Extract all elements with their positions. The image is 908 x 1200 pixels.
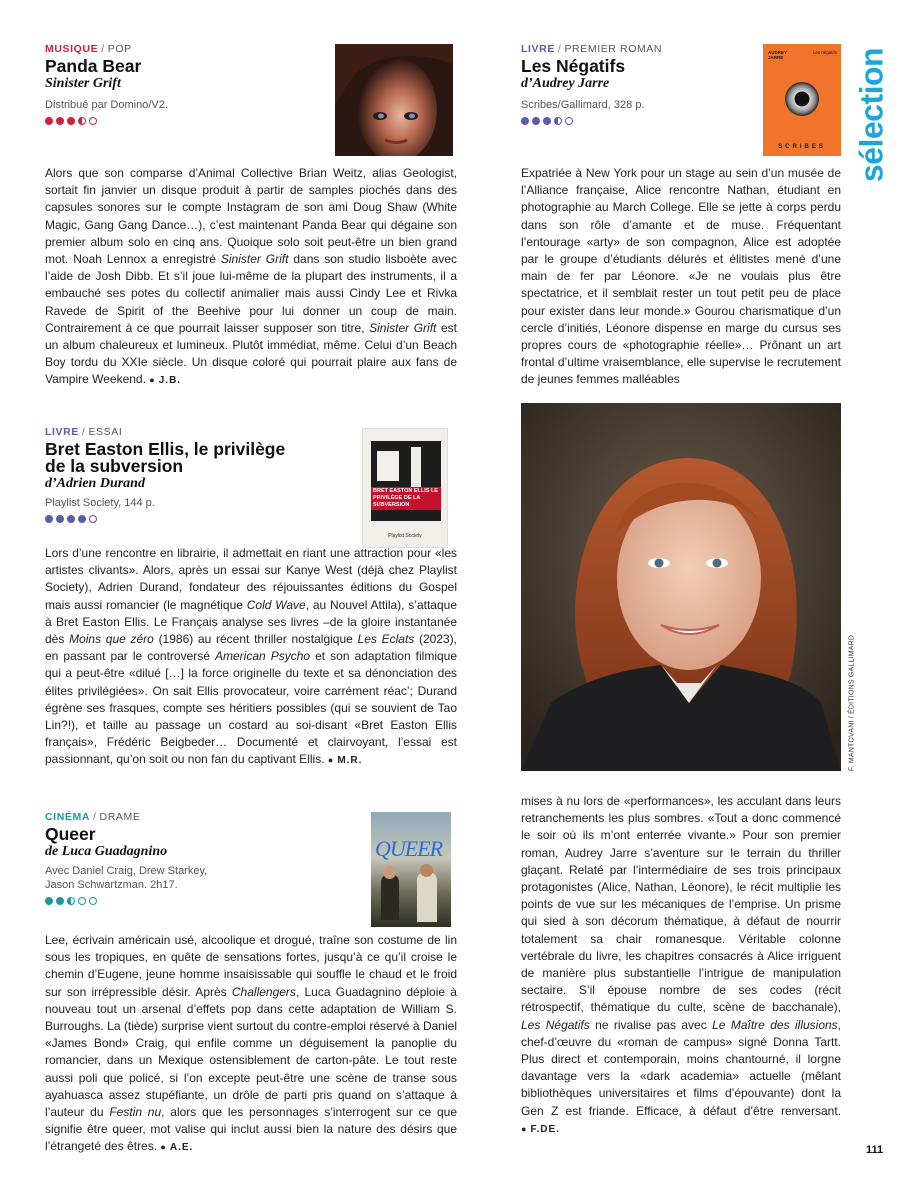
article-meta: Distribué par Domino/V2. <box>45 99 168 111</box>
body-text: Expatriée à New York pour un stage au sein d’un musée de l’Alliance française, Alice rencontre Nathan, étudiant en photographie au March College. Elle se jette à corps perdu dans son rôle d’amante et de muse. Fréquentant l’entourage «arty» de son compagnon, Alice est adoptée par le groupe d’étudiants délurés et élitistes mené d’une main de fer par Léonore. «Je ne voulais plus être spectatrice, et il semblait rester un tout petit peu de place pour exister dans leur monde.» Gourou charismatique d’un cercle d’initiés, Léonore dispense en marge du cursus ses propres cours de «photographie réelle»… Prônant un art frontal d’ultime vraisemblance, elle supervise le recrutement de jeunes femmes malléables <box>521 166 841 387</box>
subcategory-label: DRAME <box>99 811 141 823</box>
cover-author-text: AUDREY JARRE <box>768 50 787 60</box>
rating-dot-empty-icon <box>89 515 97 523</box>
rating <box>45 515 345 523</box>
category-label: CINÉMA <box>45 811 91 823</box>
article-body <box>45 545 457 770</box>
cover-title-text: Les négatifs <box>812 50 837 55</box>
rating-dot-empty-icon <box>565 117 573 125</box>
rating-dot-half-icon <box>67 897 75 905</box>
subcategory-label: ESSAI <box>88 426 123 438</box>
body-text: , Luca Guadagnino déploie à nouveau tout un arsenal d’effets pop dans cette adaptation de William S. Burroughs. La (tiède) surprise vient surtout du contre-emploi réservé à Daniel «James Bond» Craig, qui enfile comme un déguisement la panoplie du romancier, dans un Mexique ostensiblement de carton-pâte. Le tout reste aussi poli que policé, si l’on excepte peut-être une scène de transe sous ayahuasca assez stupéfiante, un drôle de parti pris quand on s’attaque à l’auteur du <box>45 984 457 1120</box>
body-italic: Sinister Grift <box>220 252 289 267</box>
kicker: LIVRE / ESSAI <box>45 426 123 438</box>
kicker: CINÉMA / DRAME <box>45 811 141 823</box>
category-label: MUSIQUE <box>45 43 99 55</box>
body-text: (2023), en passant par le controversé <box>45 632 458 664</box>
author-signature: ● A.E. <box>160 1142 193 1153</box>
section-title <box>853 40 890 190</box>
body-italic: Les Eclats <box>357 632 415 647</box>
rating-dot-full-icon <box>543 117 551 125</box>
article-les-negatifs <box>521 42 761 125</box>
cover-title-text: BRET EASTON ELLIS LE PRIVILÈGE DE LA SUBVERSION <box>371 487 441 510</box>
body-italic: Le Maître des illusions <box>712 1017 838 1032</box>
rating-dot-full-icon <box>78 515 86 523</box>
article-queer <box>45 810 345 905</box>
rating-dot-half-icon <box>78 117 86 125</box>
article-meta: Scribes/Gallimard, 328 p. <box>521 99 645 111</box>
body-italic: American Psycho <box>214 649 311 664</box>
cover-publisher-text: Playlist Society <box>388 533 422 539</box>
article-subtitle: de Luca Guadagnino <box>45 844 168 859</box>
rating-dot-empty-icon <box>89 117 97 125</box>
rating-dot-empty-icon <box>89 897 97 905</box>
author-signature: ● F.DE. <box>521 1124 560 1135</box>
article-title: Bret Easton Ellis, le privilège de la subversion <box>45 439 286 476</box>
photo-credit <box>846 630 858 775</box>
cover-publisher-text: SCRIBES <box>778 144 826 150</box>
album-cover-image <box>335 44 453 156</box>
article-title: Queer <box>45 824 96 844</box>
body-italic: Moins que zéro <box>69 632 154 647</box>
rating-dot-full-icon <box>45 515 53 523</box>
article-title: Panda Bear <box>45 56 142 76</box>
author-signature: ● M.R. <box>328 755 363 766</box>
kicker: MUSIQUE / POP <box>45 43 132 55</box>
body-text: et son adaptation filmique qui a peut-être «dilué […] la force originelle du texte et sa dénonciation des élites privilégiées». On sait Ellis provocateur, voire carrément réac’; Durand égrène ses frasques, compte ses héritiers possibles (qui se souvient de Tao Lin?!), et taille au passage un costard au soi-disant «Bret Easton Ellis français», Frédéric Beigbeder… Documenté et clairvoyant, l’essai est passionnant, qu’on soit ou non fan du captivant Ellis. <box>45 649 458 767</box>
rating-dot-full-icon <box>56 515 64 523</box>
article-body <box>45 165 457 390</box>
body-italic: Cold Wave <box>246 597 306 612</box>
body-text: (1986) au récent thriller nostalgique <box>153 632 358 647</box>
article-bret-easton-ellis <box>45 425 345 523</box>
article-body-continued <box>521 793 841 1138</box>
body-text: , au Nouvel Attila), s’attaque à Bret Easton Ellis. Le Français analyse ses livres –de la gloire instantanée dès <box>45 597 458 647</box>
body-text: , alors que les personnages s’interrogent sur ce que signifie être queer, mot valise qui inclut aussi bien la nature des désirs que l’étrangeté des êtres. <box>45 1105 458 1154</box>
movie-poster-image <box>371 812 451 927</box>
poster-title-text: QUEER <box>375 836 443 861</box>
body-italic: Challengers <box>231 984 296 999</box>
rating-dot-full-icon <box>67 515 75 523</box>
rating-dot-empty-icon <box>78 897 86 905</box>
category-label: LIVRE <box>521 43 555 55</box>
book-cover-image <box>763 44 841 156</box>
book-cover-image <box>362 428 448 548</box>
section-title-text: sélection <box>853 47 890 183</box>
rating-dot-half-icon <box>554 117 562 125</box>
article-meta: Avec Daniel Craig, Drew Starkey, Jason Schwartzman. 2h17. <box>45 865 208 891</box>
category-label: LIVRE <box>45 426 79 438</box>
rating-dot-full-icon <box>45 117 53 125</box>
article-subtitle: Sinister Grift <box>45 76 121 91</box>
page-number: 111 <box>866 1144 884 1156</box>
body-italic: Sinister Grift <box>369 320 437 335</box>
subcategory-label: PREMIER ROMAN <box>564 43 663 55</box>
author-portrait-photo <box>521 403 841 771</box>
body-text: Lee, écrivain américain usé, alcoolique et drogué, traîne son costume de lin sous les tropiques, en quête de sensations fortes, jusqu’à ce qu’il croise le chemin d’Eugene, jeune homme insaisissable qui souffle le chaud et le froid sur son irrépressible désir. Après <box>45 933 457 999</box>
rating-dot-full-icon <box>521 117 529 125</box>
body-text: mises à nu lors de «performances», les acculant dans leurs retranchements les plus sombres. «Tout a donc commencé le soir où ils m’ont enterrée vivante.» Pour son premier roman, Audrey Jarre s’aventure sur le terrain du thriller glaçant. Relaté par l’intermédiaire de ses trois principaux protagonistes (Alice, Nathan, Léonore), le récit multiplie les points de vue sur les mécaniques de l’emprise. Un prisme qui sied à son décorum thématique, à défaut de nourrir totalement sa chair romanesque. Véritable colonne vertébrale du livre, les chapitres consacrés à Alice irriguent de manière plus substantielle l’intrigue de manipulation sectaire. S’il épouse nombre de ses codes (récit rétrospectif, thématique du culte, scène de bacchanale), <box>521 794 841 1015</box>
rating <box>45 897 345 905</box>
rating-dot-full-icon <box>67 117 75 125</box>
rating-dot-full-icon <box>45 897 53 905</box>
article-subtitle: d’Adrien Durand <box>45 476 145 491</box>
article-body <box>45 932 457 1157</box>
body-italic: Festin nu <box>109 1105 162 1120</box>
body-text: Alors que son comparse d’Animal Collective Brian Weitz, alias Geologist, sortait fin janvier un disque produit à partir de samples piochés dans des capsules sonores sur le compte Instagram de son ami Doug Shaw (White Magic, Gang Gang Dance…), c’est maintenant Panda Bear qui dégaine son premier album solo en cinq ans. Quoique solo soit peut-être un bien grand mot. Noah Lennox a enregistré <box>45 166 457 267</box>
body-text: Lors d’une rencontre en librairie, il admettait en riant une attraction pour «les artistes clivants». Alors, après un essai sur Kanye West (déjà chez Playlist Society), Adrien Durand, fondateur des réjouissantes éditions du Gospel mais aussi romancier (le magnétique <box>45 546 457 612</box>
article-meta: Playlist Society, 144 p. <box>45 497 155 509</box>
rating <box>521 117 761 125</box>
body-text: , chef-d’œuvre du «roman de campus» signé Donna Tartt. Plus direct et contemporain, moins chantourné, il lorgne davantage vers la «dark academia» actuelle (mêlant bibliothèques universitaires et films d’épouvante) dont la Gen Z est friande. Efficace, à défaut d’être renversant. <box>521 1017 842 1118</box>
rating-dot-full-icon <box>56 897 64 905</box>
body-italic: Les Négatifs <box>521 1017 590 1032</box>
subcategory-label: POP <box>107 43 132 55</box>
photo-credit-text: F. MANTOVANI / ÉDITIONS GALLIMARD <box>848 634 856 771</box>
body-text: ne rivalise pas avec <box>589 1017 713 1032</box>
body-text: est un album chaleureux et lumineux. Plutôt immédiat, même. Celui d’un Beach Boy tordu du XXIe siècle. Un disque coloré qui pourrait plaire aux fans de Vampire Weekend. <box>45 320 458 387</box>
body-text: dans son studio lisboète avec l’aide de Josh Dibb. Et s’il joue lui-même de la plupart des instruments, il a embauché ses potes du collectif animalier mais aussi Cindy Lee et Rivka Ravede de Spirit of the Beehive pour lui donner un coup de main. Contrairement à ce que pourrait laisser supposer son titre, <box>45 252 457 335</box>
author-signature: ● J.B. <box>149 375 181 386</box>
rating-dot-full-icon <box>532 117 540 125</box>
kicker: LIVRE / PREMIER ROMAN <box>521 43 663 55</box>
article-subtitle: d’Audrey Jarre <box>521 76 610 91</box>
article-body <box>521 165 841 389</box>
rating-dot-full-icon <box>56 117 64 125</box>
article-title: Les Négatifs <box>521 56 626 76</box>
